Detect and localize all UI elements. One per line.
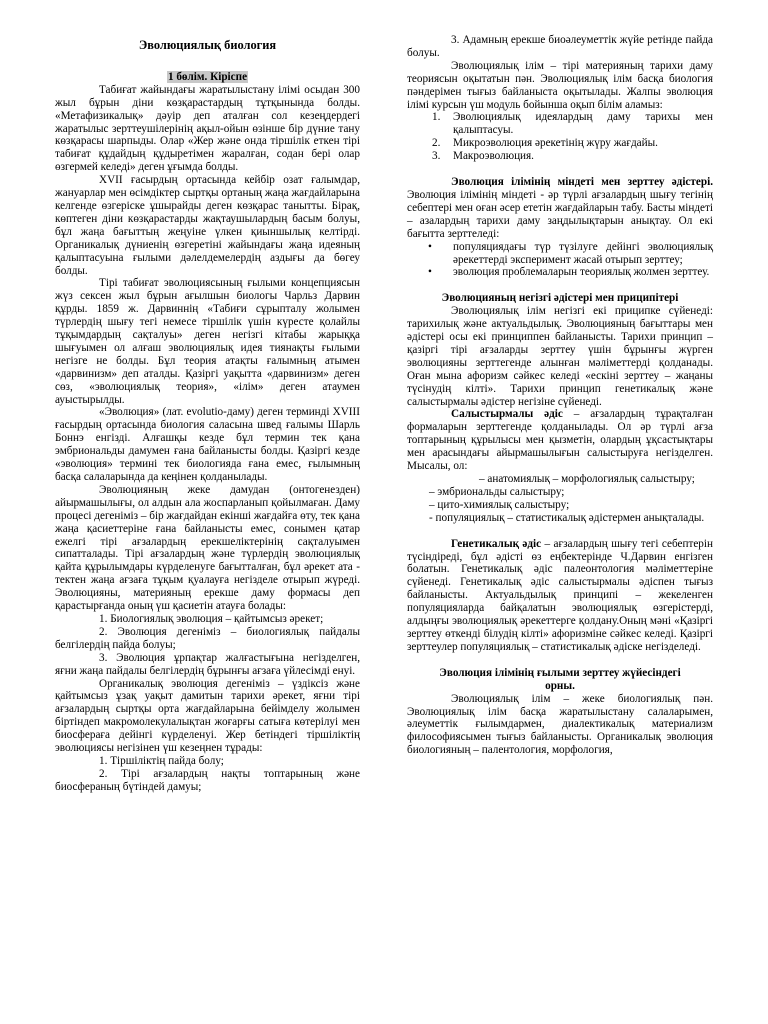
paragraph: «Эволюция» (лат. evolutio-даму) деген терминді XVIII ғасырдың ортасында биология саласына швед ғалымы Шарль Боннэ енгізді. Алғашқы кезде бұл термин тек қана эмбриональды дамумен ғана байланысты болды. Қазіргі кезде «эволюция» термині тек биологияда ғана емес, ғылымның басқа салаларында да кеңінен қолданылады. <box>55 406 360 483</box>
right-column <box>407 34 713 757</box>
section-heading-place-cont: орны. <box>545 679 575 692</box>
list-item: • эволюция проблемаларын теориялық жолмен зерттеу. <box>428 266 710 279</box>
paragraph: Эволюция ілімінің міндеті мен зерттеу әдістері. Эволюция ілімінің міндеті - әр түрлі ағзалардың шығу тегінің себептері мен оған әсер ететін жағдайларын табу. Басты міндеті – азалардың тарихи даму заңдылықтарын анықтау. Ол екі бағытта зерттеледі: <box>407 176 713 240</box>
bullet-list <box>407 241 713 280</box>
paragraph: Эволюциялық ілім – жеке биологиялық пән. Эволюциялық ілім басқа жаратылыстану салаларымен, әлеуметтік ғылымдармен, диалектикалық материализм философиясымен тығыз байланысты. Органикалық эволюция биологияның – палентология, морфология, <box>407 692 713 757</box>
property-item: 1. Биологиялық эволюция – қайтымсыз әрекет; <box>99 612 324 625</box>
inline-heading: Эволюция ілімінің міндеті мен зерттеу әдістері. <box>451 176 713 189</box>
stage-item: 1. Тіршіліктің пайда болу; <box>99 754 224 767</box>
paragraph: 3. Адамның ерекше биоәлеуметтік жүйе ретінде пайда болуы. <box>407 34 713 59</box>
stage-item: 2. Тірі ағзалардың нақты топтарының және биосфераның бүтіндей дамуы; <box>55 767 360 793</box>
section-heading-methods: Эволюцияның негізгі әдістері мен приципітері <box>441 292 679 305</box>
list-item: 3. Макроэволюция. <box>432 150 534 163</box>
paragraph: XVII ғасырдың ортасында кейбір озат ғалымдар, жануарлар мен өсімдіктер сыртқы ортаның жаңа жағдайларына келгенде өзгеріске ұшырайды деген көзқарас танытты. Бірақ, көптеген діни көзқарастарды жақтаушылардың басым болуы, бұл жаңа бағыттың жеңуіне үлкен қиыншылық келтірді. Органикалық дүниенің өзгеретіні жайындағы жаңа идеяның қалыптасуына ғылыми дәлелдемелердің аздығы да бөгеу болды. <box>55 174 360 277</box>
section-heading-text: 1 бөлім. Кіріспе <box>167 70 248 83</box>
document-title: Эволюциялық биология <box>138 38 277 52</box>
list-item: 1. Эволюциялық идеялардың даму тарихы мен қалыптасуы. <box>432 111 713 137</box>
list-item: • популяциядағы түр түзілуге дейінгі эволюциялық әрекеттерді эксперимент жасай отырып зерттеу; <box>428 240 713 266</box>
list-item: – эмбриональды салыстыру; <box>429 485 565 498</box>
section-heading-place: Эволюция ілімінің ғылыми зерттеу жүйесіндегі <box>439 666 681 679</box>
inline-heading: Генетикалық әдіс <box>451 537 542 550</box>
paragraph: Тірі табиғат эволюциясының ғылыми концепциясын жүз сексен жыл бұрын ағылшын биологы Чарльз Дарвин құрды. 1859 ж. Дарвиннің «Табиғи сұрыпталу жолымен түрлердің шығу тегі немесе тіршілік үшін күресте қолайлы тұқымдардың сақталуы» деген негізгі кітабы жарыққа шығуымен ол алғаш эволюциялық идея тиянақты ғылыми негізге не болды. Бұл теория атақты ғалымның атымен «дарвинизм» деп аталды. Қазіргі уақытта «дарвинизм» деген сөз, «эволюциялық теория», «ілім» деген атаумен ауыстырылды. <box>55 277 360 406</box>
list-item: - популяциялық – статистикалық әдістермен анықталады. <box>429 511 705 524</box>
paragraph: Эволюциялық ілім негізгі екі приципке сүйенеді: тарихилық және актуальдылық. Эволюцияның бағыттары мен әдістері осы екі принциппен байланысты. Тарихи принцип – қазіргі тірі ағзаларды зерттеу үшін бұрынғы жүрген эволюцияны зерттегенде алынған мәліметтерді қолданады. Оған мына афоризм сәйкес келеді «ескіні зерттеу – жаңаны түсінудің кілті». Тарихи принцип генетикалық және салыстырмалы әдістер негізіне сүйенеді. <box>407 305 713 408</box>
paragraph: Эволюциялық ілім – тірі материяның тарихи даму теориясын оқытатын пән. Эволюциялық ілім басқа биология пәндерімен тығыз байланыста оқытылады. Жалпы эволюция ілімі курсын үш модуль бойынша оқып білім аламыз: <box>407 59 713 111</box>
property-item: 2. Эволюция дегеніміз – биологиялық пайдалы белгілердің пайда болуы; <box>55 625 360 651</box>
inline-heading: Салыстырмалы әдіс <box>451 408 563 421</box>
module-list <box>407 111 713 163</box>
paragraph: Эволюцияның жеке дамудан (онтогенезден) айырмашылығы, ол алдын ала жоспарланып қойылмаған. Даму процесі дегеніміз – бір жағдайдан екінші жағдайға өту, тек қана жаңа қасиеттеріне ғана байланысты емес, сонымен қатар ежелгі тірі ағзалардың ерекшеліктерінің сақталуымен сипатталады. Тірі ағзалардың және түрлердің эволюциялық қайта құрылымдары күрделенуге бағытталған, бұл әрекет ата - тектен жаңа ағзаға тұқым қуалауға негізделе отырып жүреді. Эволюцияны, материяның ерекше даму формасы деп қарастырғанда оның үш қасиетін атауға болады: <box>55 483 360 613</box>
left-column <box>55 34 360 794</box>
paragraph: Генетикалық әдіс – ағзалардың шығу тегі себептерін түсіндіреді, бұл әдісті өз еңбектерінде Ч.Дарвин енгізген болатын. Генетикалық әдіс палеонтология мәліметтеріне сүйенеді. Генетикалық әдіс салыстырмалы әдіспен тығыз байланысты. Актуальдылық принципі – жекеленген популяцияларда байқалатын эволюциялық өзгерістерді, алдыңғы эволюциялық әрекеттерге қолдану.Оның мәні «Қазіргі зерттеу өткенді білудің кілті» афоризміне сәйкес келеді. Қазіргі зерттеулер популяциялық – статистикалық әдіске негізделеді. <box>407 537 713 653</box>
section-heading-introduction <box>55 71 360 84</box>
paragraph: Салыстырмалы әдіс – ағзалардың тұрақталған формаларын зерттегенде қолданылады. Ол әр түрлі ағза топтарының құрылысы мен қызметін, олардың ұқсастықтары мен арасындағы айырмашылығын салыстыруға негізделген. Мысалы, ол: <box>407 408 713 473</box>
list-item: – анатомиялық – морфологиялық салыстыру; <box>479 473 695 485</box>
paragraph: Органикалық эволюция дегеніміз – үздіксіз және қайтымсыз ұзақ уақыт дамитын тарихи әрекет, яғни тірі ағзалардың сыртқы орта жағдайларына бейімделу жолымен біртіндеп макромолекулалықтан жоғарғы сатыға көтерілуі мен биосфераға дейінгі күрделенуі. Жер бетіндегі тіршіліктің эволюциясы негізінен үш кезеңнен тұрады: <box>55 677 360 755</box>
paragraph: Табиғат жайындағы жаратылыстану ілімі осыдан 300 жыл бұрын діни көзқарастардың тұтқынында болды. «Метафизикалық» дәуір деп аталған сол кезеңдердегі жаратылыс зерттеушілерінің ақыл-ойын өзінше бір дүние тану көзқарасы шарпыды. Олар «Жер және онда тіршілік еткен тірі табиғат құдайдың құдыретімен жаралған, содан бері олар өзгермей келеді» деген ұғымда болды. <box>55 83 360 174</box>
property-item: 3. Эволюция ұрпақтар жалғастығына негізделген, яғни жаңа пайдалы белгілердің бұрынғы ағзаға үйлесімді енуі. <box>55 651 360 677</box>
list-item: – цито-химиялық салыстыру; <box>429 498 570 511</box>
list-item: 2. Микроэволюция әрекетінің жүру жағдайы. <box>432 137 658 150</box>
